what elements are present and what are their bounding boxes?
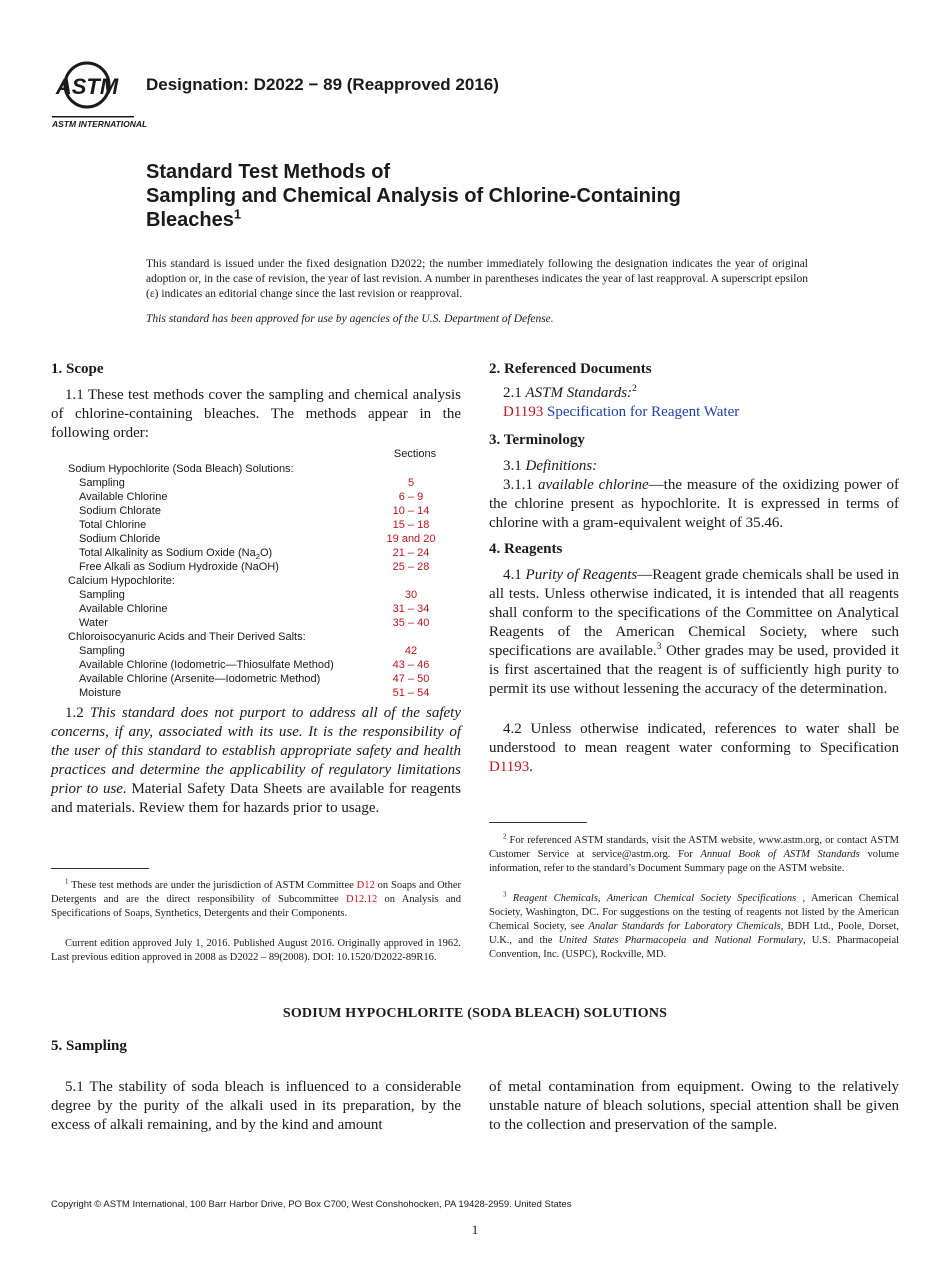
- toc-label: Total Chlorine: [79, 519, 147, 531]
- toc-label: Total Alkalinity as Sodium Oxide $(Na_2O)$: [79, 547, 273, 562]
- designation: Designation: D2022 − 89 (Reapproved 2016): [146, 75, 499, 94]
- toc-row: [51, 476, 443, 490]
- toc-section-link[interactable]: 25 – 28: [392, 561, 430, 573]
- toc-section-link[interactable]: 30: [404, 589, 418, 601]
- toc-row: [51, 532, 443, 546]
- toc-row: [51, 490, 443, 504]
- toc-row: [51, 602, 443, 616]
- toc-label: Sampling: [79, 477, 125, 489]
- scope-paragraph-2: 1.2 This standard does not purport to address all of the safety concerns, if any, associated with its use. It is the responsibility of the user of this standard to establish appropriate safety and health practices and determine the applicability of regulatory limitations prior to use. Material Safety Data Sheets are available for reagents and materials. Review them for hazards prior to usage.: [51, 705, 462, 816]
- astm-logo: [52, 58, 148, 130]
- title-line-2: Sampling and Chemical Analysis of Chlorine-Containing: [146, 185, 681, 207]
- toc-label: Chloroisocyanuric Acids and Their Derived Salts:: [68, 631, 306, 643]
- toc-section-link[interactable]: 19 and 20: [386, 533, 436, 545]
- toc-row: [51, 658, 443, 672]
- page-number: 1: [471, 1222, 479, 1237]
- toc-section-link[interactable]: 43 – 46: [392, 659, 430, 671]
- toc-row: [51, 630, 443, 644]
- toc-row: [51, 560, 443, 574]
- footnote-rule-left: [51, 868, 149, 869]
- toc-label: Sodium Chloride: [79, 533, 161, 545]
- toc-row: [51, 546, 443, 560]
- toc-section-link[interactable]: 15 – 18: [392, 519, 430, 531]
- svg-text:ASTM: ASTM: [55, 74, 119, 99]
- toc-section-link[interactable]: 31 – 34: [392, 603, 430, 615]
- toc-section-link[interactable]: 5: [407, 477, 415, 489]
- footnote-2: $^2$ For referenced ASTM standards, visit the ASTM website, www.astm.org, or contact ASTM Customer Service at service@astm.org. For Annual Book of ASTM Standards volume information, refer to the standard’s Document Summary page on the ASTM website.: [489, 833, 899, 874]
- dod-note: This standard has been approved for use by agencies of the U.S. Department of Defense.: [146, 313, 554, 325]
- link-d12-12[interactable]: D12.12: [346, 894, 378, 905]
- issue-note: This standard is issued under the fixed designation D2022; the number immediately following the designation indicates the year of original adoption or, in the case of revision, the year of last revision. A number in parentheses indicates the year of last reapproval. A superscript epsilon (ε) indicates an editorial change since the last revision or reapproval.: [146, 258, 808, 300]
- toc-row: [51, 588, 443, 602]
- toc-section-link: [379, 462, 443, 476]
- footnote-rule-right: [489, 822, 587, 823]
- toc-label: Sodium Hypochlorite (Soda Bleach) Solutions:: [68, 463, 294, 475]
- toc-label: Water: [79, 617, 108, 629]
- toc-label: Available Chlorine (Iodometric—Thiosulfate Method): [79, 659, 334, 671]
- footnote-1-edition: Current edition approved July 1, 2016. Published August 2016. Originally approved in 1962. Last previous edition approved in 2008 as D2022 – 89(2008). DOI: 10.1520/D2022-89R16.: [51, 938, 461, 963]
- title-line-1: Standard Test Methods of: [146, 161, 391, 183]
- toc-section-link[interactable]: 47 – 50: [392, 673, 430, 685]
- definition-available-chlorine: 3.1.1 available chlorine—the measure of the oxidizing power of the chlorine present as hypochlorite. It is expressed in terms of chlorine with a gram-equivalent weight of 35.46.: [489, 477, 899, 531]
- sampling-heading: 5. Sampling: [51, 1038, 127, 1054]
- toc-row: [51, 518, 443, 532]
- toc-sections-header: Sections: [393, 448, 437, 460]
- title-line-3: Bleaches$^1$: [146, 206, 242, 231]
- sampling-paragraph-left: 5.1 The stability of soda bleach is influenced to a considerable degree by the purity of the alkali used in its preparation, by the excess of alkali remaining, and by the kind and amount: [51, 1079, 461, 1133]
- toc-section-link[interactable]: 42: [404, 645, 418, 657]
- terminology-heading: 3. Terminology: [489, 432, 585, 448]
- toc-row: [51, 616, 443, 630]
- toc-row: [51, 574, 443, 588]
- toc-section-link[interactable]: 10 – 14: [392, 505, 430, 517]
- reagents-paragraph-1: 4.1 Purity of Reagents—Reagent grade chemicals shall be used in all tests. Unless otherwise indicated, it is intended that all reagents shall conform to the specifications of the Committee on Analytical Reagents of the American Chemical Society, where such specifications are available.$^3$ Other grades may be used, provided it is first ascertained that the reagent is of sufficiently high purity to permit its use without lessening the accuracy of the determination.: [489, 567, 900, 697]
- link-d1193[interactable]: D1193: [489, 759, 530, 775]
- reagents-paragraph-2: 4.2 Unless otherwise indicated, references to water shall be understood to mean reagent water conforming to Specification D1193.: [489, 721, 899, 775]
- astm-standards-line: 2.1 ASTM Standards:$^2$: [503, 383, 637, 401]
- toc-label: Sodium Chlorate: [79, 505, 161, 517]
- toc-section-link[interactable]: 35 – 40: [392, 617, 430, 629]
- logo-wordmark: ASTM INTERNATIONAL: [52, 119, 148, 129]
- scope-heading: 1. Scope: [51, 361, 104, 377]
- title-footnote-ref[interactable]: 1: [233, 206, 242, 222]
- toc-label: Free Alkali as Sodium Hydroxide (NaOH): [79, 561, 279, 573]
- reference-d1193[interactable]: D1193 Specification for Reagent Water: [503, 404, 740, 420]
- toc-row: [51, 504, 443, 518]
- toc-row: [51, 462, 443, 476]
- toc-row: [51, 686, 443, 700]
- sampling-paragraph-right: of metal contamination from equipment. Owing to the relatively unstable nature of bleach solutions, special attention shall be given to the collection and preservation of the sample.: [489, 1079, 899, 1133]
- toc-section-link: [379, 630, 443, 644]
- toc-label: Sampling: [79, 645, 125, 657]
- referenced-heading: 2. Referenced Documents: [489, 361, 652, 377]
- toc-label: Available Chlorine: [79, 491, 168, 503]
- link-d12[interactable]: D12: [356, 880, 375, 891]
- toc-section-link[interactable]: 6 – 9: [398, 491, 424, 503]
- toc-list: [51, 462, 443, 700]
- toc-row: [51, 672, 443, 686]
- definitions-line: 3.1 Definitions:: [503, 458, 598, 474]
- toc-label: Sampling: [79, 589, 125, 601]
- toc-label: Available Chlorine (Arsenite—Iodometric Method): [79, 673, 321, 685]
- footnote-1: $^1$ These test methods are under the jurisdiction of ASTM Committee D12 on Soaps and Other Detergents and are the direct responsibility of Subcommittee D12.12 on Analysis and Specifications of Soaps, Synthetics, Detergents and their Components.: [51, 878, 461, 919]
- copyright-notice: Copyright © ASTM International, 100 Barr Harbor Drive, PO Box C700, West Conshohocken, PA 19428-2959. United States: [51, 1199, 572, 1210]
- toc-section-link[interactable]: 51 – 54: [392, 687, 430, 699]
- toc-section-link[interactable]: 21 – 24: [392, 547, 430, 559]
- toc-section-link: [379, 574, 443, 588]
- toc-label: Moisture: [79, 687, 122, 699]
- scope-paragraph-1: 1.1 These test methods cover the sampling and chemical analysis of chlorine-containing bleaches. The methods appear in the following order:: [51, 387, 461, 441]
- document-title: [146, 160, 846, 232]
- reagents-heading: 4. Reagents: [489, 541, 563, 557]
- section-banner: SODIUM HYPOCHLORITE (SODA BLEACH) SOLUTIONS: [282, 1006, 668, 1021]
- toc-label: Calcium Hypochlorite:: [68, 575, 175, 587]
- toc-row: [51, 644, 443, 658]
- footnote-3: $^3$ Reagent Chemicals, American Chemical Society Specifications , American Chemical Society, Washington, DC. For suggestions on the testing of reagents not listed by the American Chemical Society, see Analar Standards for Laboratory Chemicals, BDH Ltd., Poole, Dorset, U.K., and the United States Pharmacopeia and National Formulary, U.S. Pharmacopeial Convention, Inc. (USPC), Rockville, MD.: [489, 891, 900, 960]
- toc-label: Available Chlorine: [79, 603, 168, 615]
